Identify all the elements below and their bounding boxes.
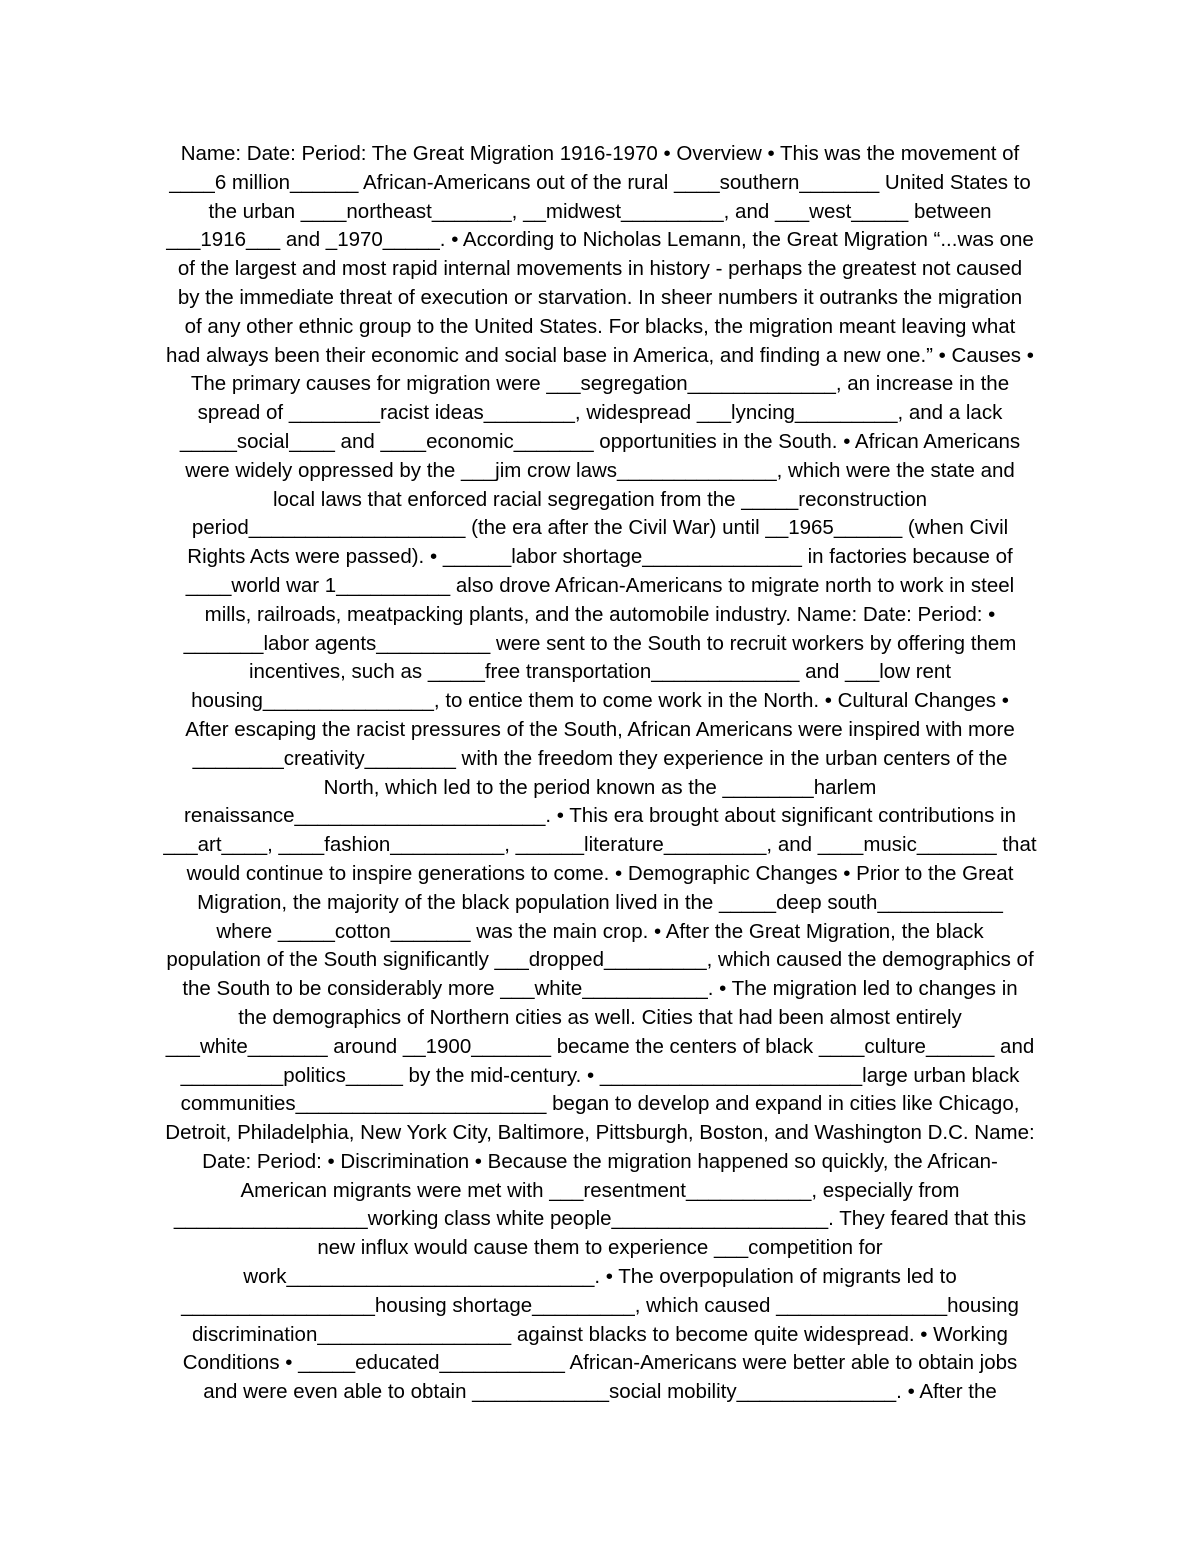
text-line: Rights Acts were passed). • ______labor shortage______________ in factories because of: [187, 545, 1013, 569]
text-line: and were even able to obtain ____________social mobility______________. • After the: [203, 1380, 997, 1404]
text-line: The primary causes for migration were ___segregation_____________, an increase in the: [190, 372, 1010, 396]
text-line: _________________working class white people___________________. They feared that this: [173, 1207, 1027, 1231]
text-line: new influx would cause them to experience ___competition for: [317, 1236, 883, 1260]
text-line: were widely oppressed by the ___jim crow laws______________, which were the state and: [185, 458, 1015, 482]
text-line: work___________________________. • The overpopulation of migrants led to: [243, 1265, 957, 1289]
text-line: population of the South significantly ___dropped_________, which caused the demographics of: [166, 948, 1034, 972]
text-line: the urban ____northeast_______, __midwest_________, and ___west_____ between: [208, 199, 992, 223]
text-line: _____social____ and ____economic_______ opportunities in the South. • African Americans: [179, 429, 1021, 453]
text-line: Conditions • _____educated___________ African-Americans were better able to obtain jobs: [182, 1351, 1018, 1375]
text-line: period___________________ (the era after the Civil War) until __1965______ (when Civil: [191, 516, 1009, 540]
text-line: ___1916___ and _1970_____. • According to Nicholas Lemann, the Great Migration “...was one: [166, 228, 1034, 252]
text-line: by the immediate threat of execution or starvation. In sheer numbers it outranks the migration: [177, 285, 1023, 309]
text-line: Migration, the majority of the black population lived in the _____deep south___________: [197, 890, 1003, 914]
text-line: mills, railroads, meatpacking plants, and the automobile industry. Name: Date: Period: •: [204, 602, 996, 626]
text-line: would continue to inspire generations to come. • Demographic Changes • Prior to the Great: [186, 861, 1014, 885]
text-line: Detroit, Philadelphia, New York City, Baltimore, Pittsburgh, Boston, and Washington D.C. Name:: [165, 1121, 1035, 1145]
text-line: American migrants were met with ___resentment___________, especially from: [240, 1178, 960, 1202]
worksheet-text: [120, 140, 1080, 1407]
text-line: ____world war 1__________ also drove African-Americans to migrate north to work in steel: [185, 573, 1015, 597]
text-line: where _____cotton_______ was the main crop. • After the Great Migration, the black: [216, 919, 984, 943]
text-line: renaissance______________________. • This era brought about significant contributions in: [184, 804, 1016, 828]
text-line: discrimination_________________ against blacks to become quite widespread. • Working: [192, 1322, 1008, 1346]
text-line: housing_______________, to entice them to come work in the North. • Cultural Changes •: [191, 689, 1009, 713]
text-line: had always been their economic and social base in America, and finding a new one.” • Causes •: [166, 343, 1034, 367]
text-line: spread of ________racist ideas________, widespread ___lyncing_________, and a lack: [197, 401, 1003, 425]
text-line: the South to be considerably more ___white___________. • The migration led to changes in: [182, 977, 1018, 1001]
text-line: _________________housing shortage_________, which caused _______________housing: [181, 1293, 1019, 1317]
text-line: incentives, such as _____free transportation_____________ and ___low rent: [248, 660, 952, 684]
text-line: ___white_______ around __1900_______ became the centers of black ____culture______ and: [165, 1034, 1035, 1058]
text-line: ________creativity________ with the freedom they experience in the urban centers of the: [192, 746, 1008, 770]
text-line: _________politics_____ by the mid-century. • _______________________large urban black: [180, 1063, 1020, 1087]
text-line: ____6 million______ African-Americans out of the rural ____southern_______ United States to: [169, 170, 1031, 194]
text-line: ___art____, ____fashion__________, ______literature_________, and ____music_______ that: [163, 833, 1037, 857]
text-line: of the largest and most rapid internal movements in history - perhaps the greatest not caused: [177, 257, 1023, 281]
text-line: of any other ethnic group to the United States. For blacks, the migration meant leaving what: [184, 314, 1016, 338]
text-line: Name: Date: Period: The Great Migration 1916-1970 • Overview • This was the movement of: [180, 142, 1020, 165]
text-line: After escaping the racist pressures of the South, African Americans were inspired with more: [185, 717, 1015, 741]
text-line: local laws that enforced racial segregation from the _____reconstruction: [272, 487, 928, 511]
text-line: Date: Period: • Discrimination • Because the migration happened so quickly, the African-: [202, 1149, 998, 1173]
text-line: the demographics of Northern cities as well. Cities that had been almost entirely: [238, 1005, 962, 1029]
text-line: North, which led to the period known as the ________harlem: [323, 775, 877, 799]
text-line: _______labor agents__________ were sent to the South to recruit workers by offering them: [183, 631, 1017, 655]
text-line: communities______________________ began to develop and expand in cities like Chicago,: [180, 1092, 1020, 1116]
